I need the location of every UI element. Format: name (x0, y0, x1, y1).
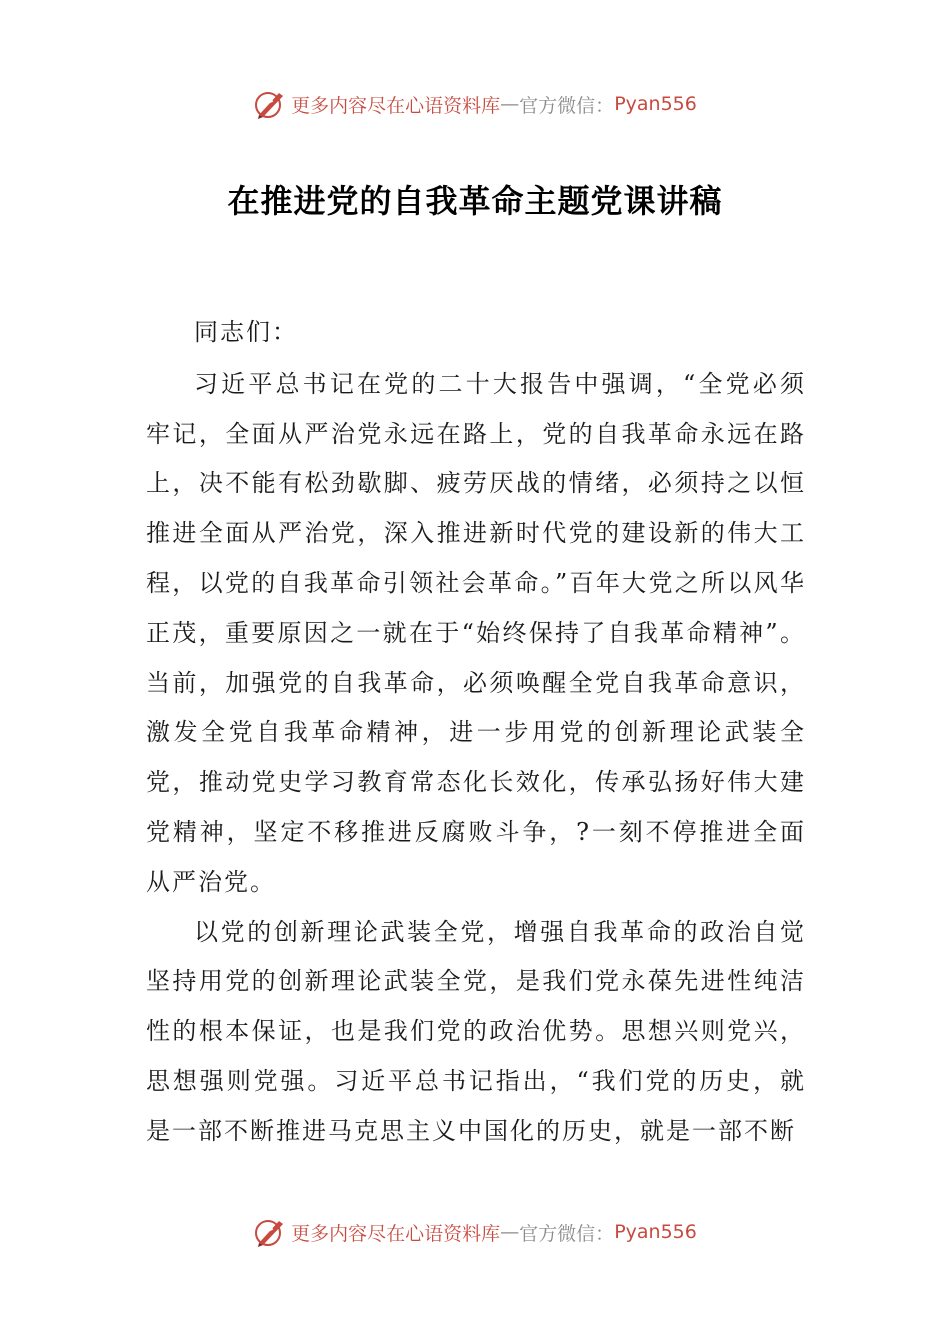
watermark-text (291, 91, 697, 118)
watermark-wechat-label: 官方微信： (519, 1222, 615, 1245)
watermark-header (0, 84, 950, 124)
watermark-site-name: 更多内容尽在心语资料库 (291, 1222, 501, 1245)
watermark-text (291, 1219, 697, 1246)
document-body (146, 308, 806, 1157)
watermark-wechat-id: Pyan556 (614, 1221, 697, 1243)
salutation: 同志们： (194, 318, 298, 346)
watermark-wechat-id: Pyan556 (614, 93, 697, 115)
paragraph: 以党的创新理论武装全党，增强自我革命的政治自觉坚持用党的创新理论武装全党，是我们党永葆先进性纯洁性的根本保证，也是我们党的政治优势。思想兴则党兴，思想强则党强。习近平总书记指出，“我们党的历史，就是一部不断推进马克思主义中国化的历史，就是一部不断 (146, 917, 806, 1145)
watermark-wechat-label: 官方微信： (519, 94, 615, 117)
paragraph: 习近平总书记在党的二十大报告中强调，“全党必须牢记，全面从严治党永远在路上，党的自我革命永远在路上，决不能有松劲歇脚、疲劳厌战的情绪，必须持之以恒推进全面从严治党，深入推进新时代党的建设新的伟大工程，以党的自我革命引领社会革命。”百年大党之所以风华正茂，重要原因之一就在于“始终保持了自我革命精神”。当前，加强党的自我革命，必须唤醒全党自我革命意识，激发全党自我革命精神，进一步用党的创新理论武装全党，推动党史学习教育常态化长效化，传承弘扬好伟大建党精神，坚定不移推进反腐败斗争，?一刻不停推进全面从严治党。 (146, 369, 806, 896)
pen-circle-icon (253, 87, 287, 121)
watermark-dash: — (500, 93, 520, 115)
document-title: 在推进党的自我革命主题党课讲稿 (227, 182, 723, 220)
pen-circle-icon (253, 1215, 287, 1249)
watermark-footer (0, 1212, 950, 1252)
watermark-dash: — (500, 1221, 520, 1243)
watermark-site-name: 更多内容尽在心语资料库 (291, 94, 501, 117)
